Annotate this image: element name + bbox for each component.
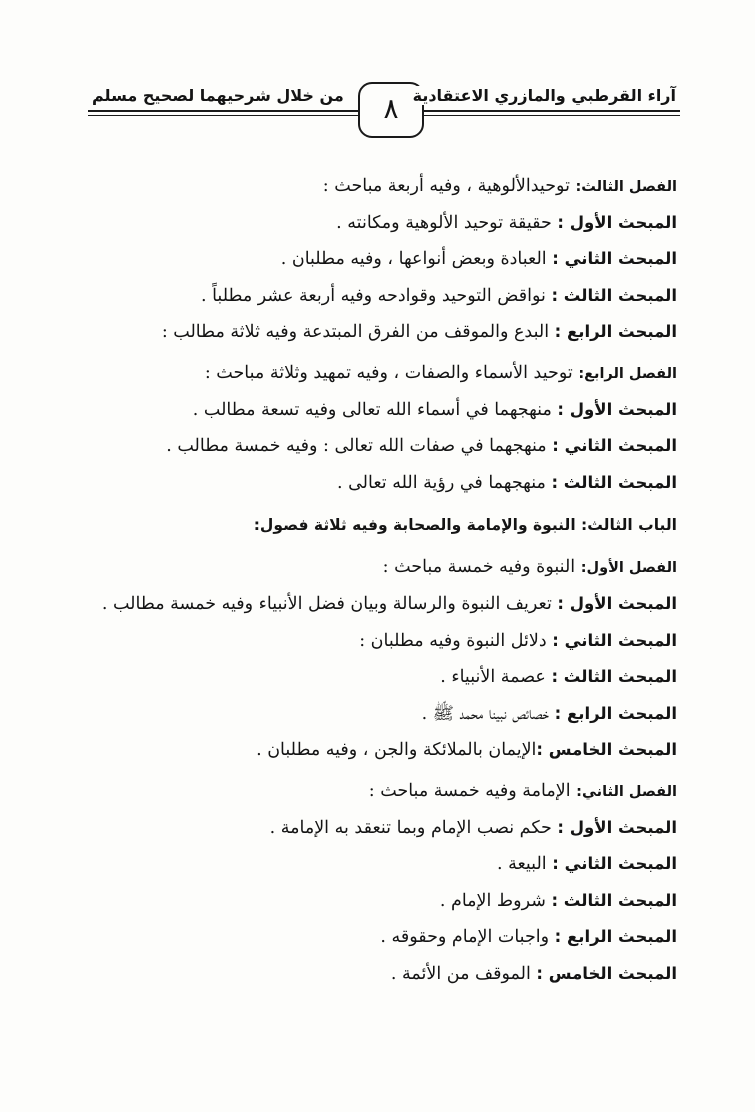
toc-chapter-heading [77, 501, 677, 549]
toc-line-text: منهجهما في رؤية الله تعالى . [336, 472, 552, 493]
toc-line-key: المبحث الثاني : [552, 630, 677, 650]
toc-line-key: المبحث الرابع : [554, 703, 677, 723]
toc-line-text: عصمة الأنبياء . [440, 667, 552, 688]
toc-line-key: المبحث الثاني : [552, 854, 677, 874]
toc-line-key: الفصل الأول: [580, 560, 677, 577]
toc-line [77, 314, 677, 351]
toc-line [77, 659, 677, 696]
toc-line-key: المبحث الثالث : [551, 667, 677, 687]
toc-line [77, 549, 677, 586]
toc-line-text: النبوة والإمامة والصحابة وفيه ثلاثة فصول: [253, 516, 582, 535]
toc-line [77, 956, 677, 993]
toc-line-text: توحيد الأسماء والصفات ، وفيه تمهيد وثلاثة مباحث : [204, 362, 579, 383]
toc-line-text: الإمامة وفيه خمسة مباحث : [368, 780, 577, 801]
toc-line-key: الفصل الثاني: [576, 783, 677, 800]
header-left-title: من خلال شرحيهما لصحيح مسلم [88, 86, 348, 105]
toc-line-text: حكم نصب الإمام وبما تنعقد به الإمامة . [269, 817, 558, 838]
toc-line-text: واجبات الإمام وحقوقه . [380, 927, 555, 948]
toc-line-key: الباب الثالث: [581, 516, 677, 535]
toc-line-text: البدع والموقف من الفرق المبتدعة وفيه ثلاثة مطالب : [161, 322, 555, 343]
toc-line-key: الفصل الرابع: [578, 365, 677, 382]
toc-line-text: الإيمان بالملائكة والجن ، وفيه مطلبان . [256, 740, 537, 761]
toc-line [77, 696, 677, 733]
toc-line-key: المبحث الثالث : [551, 890, 677, 910]
toc-line [77, 168, 677, 205]
header-right-title: آراء القرطبي والمازري الاعتقادية [409, 86, 680, 105]
toc-line-text: خصائص نبينا محمد ﷺ . [421, 703, 555, 724]
toc-line [77, 919, 677, 956]
table-of-contents [77, 168, 677, 992]
toc-line-key: المبحث الرابع : [554, 927, 677, 947]
toc-line [77, 428, 677, 465]
toc-line-key: المبحث الثاني : [552, 436, 677, 456]
toc-line-key: المبحث الخامس : [536, 963, 677, 983]
page-number: ٨ [358, 82, 424, 138]
toc-line-text: نواقض التوحيد وقوادحه وفيه أربعة عشر مطلباً . [200, 285, 552, 306]
toc-line-text: توحيدالألوهية ، وفيه أربعة مباحث : [322, 176, 576, 196]
toc-line-text: شروط الإمام . [439, 890, 552, 911]
toc-line-key: المبحث الخامس : [536, 740, 677, 760]
toc-line-text: النبوة وفيه خمسة مباحث : [382, 557, 581, 578]
toc-line [77, 278, 677, 315]
toc-line [77, 883, 677, 920]
toc-line-key: المبحث الثاني : [552, 249, 677, 269]
toc-line [77, 205, 677, 242]
toc-line-key: المبحث الأول : [557, 212, 677, 232]
toc-line-text: تعريف النبوة والرسالة وبيان فضل الأنبياء وفيه خمسة مطالب . [101, 593, 558, 614]
toc-line-text: منهجهما في أسماء الله تعالى وفيه تسعة مطالب . [192, 399, 558, 420]
toc-line-key: المبحث الأول : [557, 399, 677, 419]
toc-line-key: المبحث الرابع : [554, 322, 677, 342]
toc-line [77, 623, 677, 660]
toc-line-key: المبحث الثالث : [551, 285, 677, 305]
toc-line [77, 465, 677, 502]
toc-line [77, 810, 677, 847]
toc-line [77, 241, 677, 278]
toc-line [77, 392, 677, 429]
toc-line-text: حقيقة توحيد الألوهية ومكانته . [336, 212, 558, 233]
toc-line-text: منهجهما في صفات الله تعالى : وفيه خمسة مطالب . [166, 436, 553, 457]
toc-line [77, 355, 677, 392]
toc-line [77, 732, 677, 769]
toc-line-text: الموقف من الأئمة . [390, 963, 537, 984]
toc-line-key: المبحث الأول : [557, 593, 677, 613]
toc-line [77, 773, 677, 810]
toc-line [77, 586, 677, 623]
toc-line-key: المبحث الأول : [557, 817, 677, 837]
toc-line [77, 846, 677, 883]
toc-line-text: العبادة وبعض أنواعها ، وفيه مطلبان . [280, 249, 553, 270]
toc-line-text: دلائل النبوة وفيه مطلبان : [359, 630, 553, 651]
toc-line-key: المبحث الثالث : [551, 472, 677, 492]
running-header [88, 82, 680, 138]
toc-line-text: البيعة . [496, 854, 553, 875]
toc-line-key: الفصل الثالث: [575, 179, 677, 195]
